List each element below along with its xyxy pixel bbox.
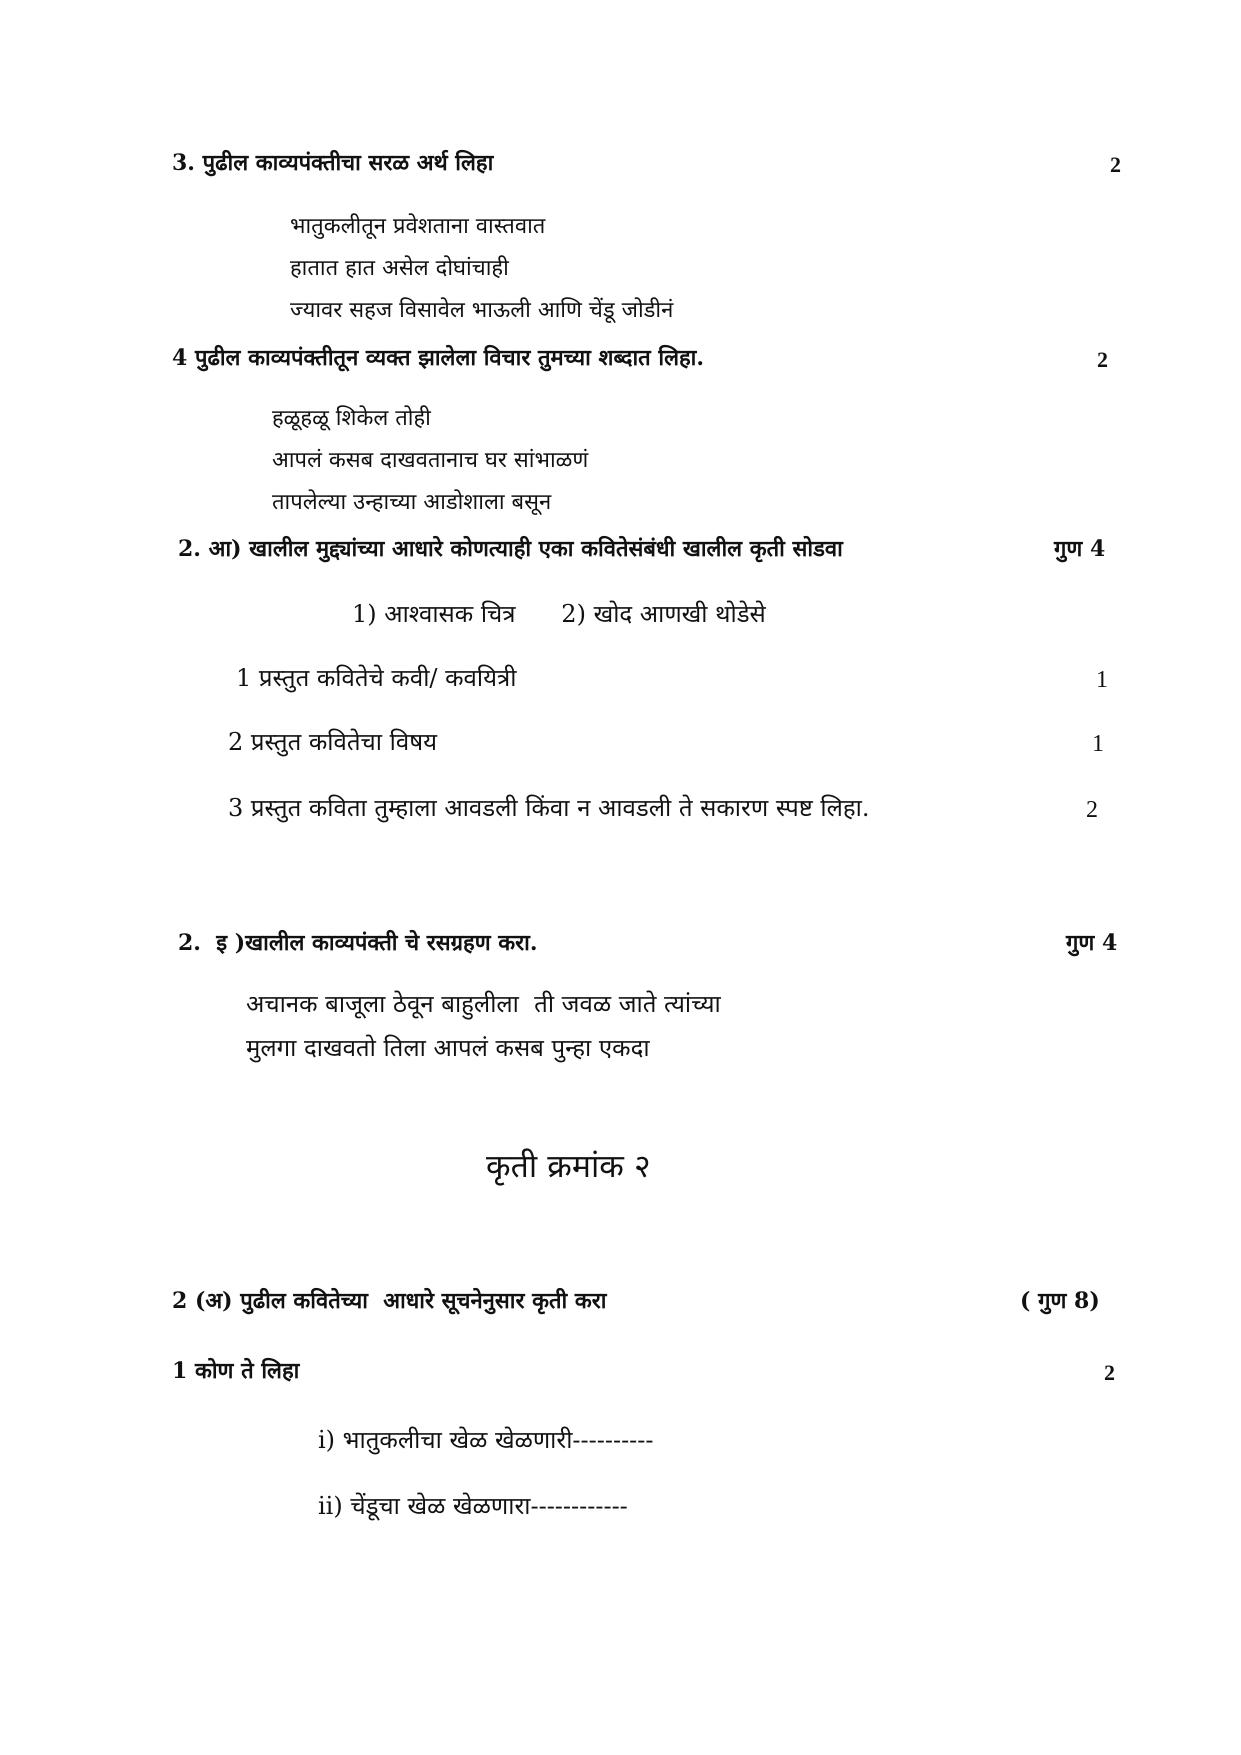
poem-line: मुलगा दाखवतो तिला आपलं कसब पुन्हा एकदा [246, 1034, 650, 1062]
task-item: 2 प्रस्तुत कवितेचा विषय [228, 728, 437, 756]
subquestion-1-marks: 2 [1104, 1360, 1115, 1385]
question-3-marks: 2 [1110, 152, 1121, 177]
section-heading: कृती क्रमांक २ [486, 1147, 651, 1185]
poem-line: ज्यावर सहज विसावेल भाऊली आणि चेंडू जोडीनं [290, 298, 674, 323]
question-4-marks: 2 [1097, 347, 1108, 372]
question-2i-title: 2. इ )खालील काव्यपंक्ती चे रसग्रहण करा. [178, 930, 538, 956]
poem-line: अचानक बाजूला ठेवून बाहुलीला ती जवळ जाते त्यांच्या [246, 990, 721, 1018]
question-2a-marks: गुण 4 [1054, 536, 1106, 562]
poem-line: आपलं कसब दाखवतानाच घर सांभाळणं [272, 448, 589, 473]
poem-line: तापलेल्या उन्हाच्या आडोशाला बसून [272, 490, 552, 515]
poem-options: 1) आश्वासक चित्र 2) खोद आणखी थोडेसे [352, 600, 766, 628]
poem-line: हातात हात असेल दोघांचाही [290, 256, 509, 281]
subquestion-1: 1 कोण ते लिहा [172, 1358, 300, 1384]
question-4-title: 4 पुढील काव्यपंक्तीतून व्यक्त झालेला विचार तुमच्या शब्दात लिहा. [172, 345, 705, 371]
answer-line: i) भातुकलीचा खेळ खेळणारी---------- [318, 1426, 654, 1454]
poem-line: भातुकलीतून प्रवेशताना वास्तवात [290, 214, 546, 239]
task-item-marks: 1 [1096, 667, 1108, 693]
task-item: 3 प्रस्तुत कविता तुम्हाला आवडली किंवा न आवडली ते सकारण स्पष्ट लिहा. [228, 794, 870, 822]
poem-line: हळूहळू शिकेल तोही [272, 406, 431, 431]
question-2a-title: 2. आ) खालील मुद्द्यांच्या आधारे कोणत्याही एका कवितेसंबंधी खालील कृती सोडवा [178, 536, 843, 562]
question-2ka-title: 2 (अ) पुढील कवितेच्या आधारे सूचनेनुसार कृती करा [172, 1288, 607, 1314]
question-3-title: 3. पुढील काव्यपंक्तीचा सरळ अर्थ लिहा [172, 150, 494, 176]
task-item-marks: 1 [1092, 731, 1104, 757]
answer-line: ii) चेंडूचा खेळ खेळणारा------------ [318, 1492, 628, 1520]
question-2ka-marks: ( गुण 8) [1020, 1288, 1100, 1314]
question-2i-marks: गुण 4 [1066, 930, 1118, 956]
task-item: 1 प्रस्तुत कवितेचे कवी/ कवयित्री [236, 664, 517, 692]
task-item-marks: 2 [1086, 797, 1098, 823]
